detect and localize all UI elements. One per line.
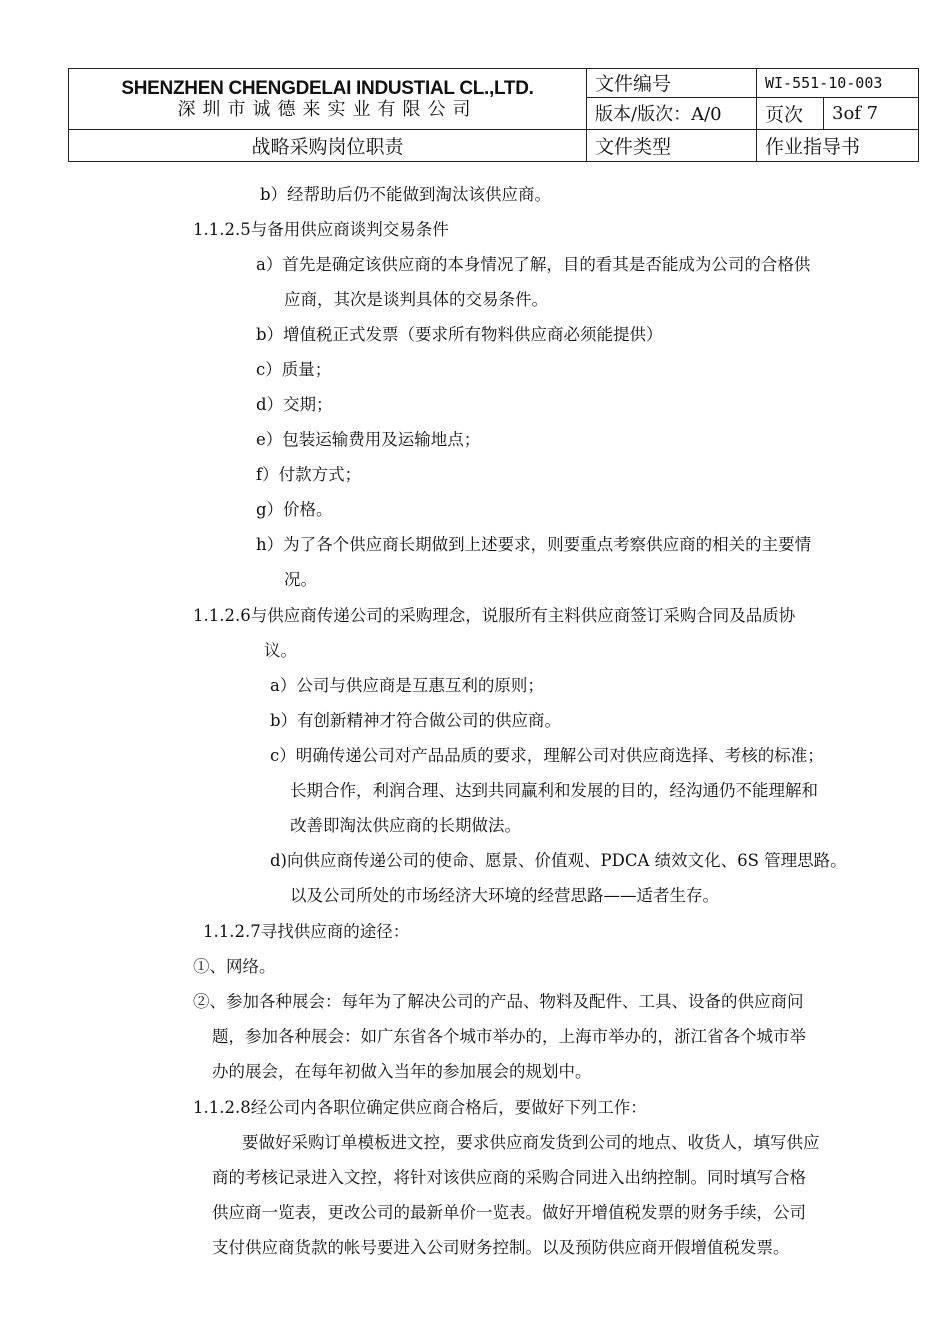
body-line: b）经帮助后仍不能做到淘汰该供应商。 [260, 185, 552, 204]
body-line: d)向供应商传递公司的使命、愿景、价值观、PDCA 绩效文化、6S 管理思路。 [270, 851, 847, 870]
body-line: h）为了各个供应商长期做到上述要求，则要重点考察供应商的相关的主要情 [256, 535, 812, 554]
doc-no-value: WI-551-10-003 [757, 69, 918, 97]
company-name-en: SHENZHEN CHENGDELAI INDUSTIAL CL.,LTD. [121, 78, 534, 100]
body-line: 供应商一览表，更改公司的最新单价一览表。做好开增值税发票的财务手续，公司 [212, 1203, 806, 1222]
body-line: 要做好采购订单模板进文控，要求供应商发货到公司的地点、收货人，填写供应 [242, 1133, 820, 1152]
company-name-cn: 深圳市诚德来实业有限公司 [177, 99, 478, 121]
page-value: 3of 7 [824, 97, 919, 129]
body-line: 改善即淘汰供应商的长期做法。 [290, 816, 521, 835]
body-line: c）明确传递公司对产品品质的要求，理解公司对供应商选择、考核的标准； [270, 746, 824, 765]
section-heading: 1.1.2.5与备用供应商谈判交易条件 [193, 220, 449, 239]
body-line: 以及公司所处的市场经济大环境的经营思路——适者生存。 [290, 886, 719, 905]
body-line: 议。 [264, 641, 297, 660]
company-name-cell [69, 69, 587, 130]
section-heading: 1.1.2.6与供应商传递公司的采购理念，说服所有主料供应商签订采购合同及品质协 [193, 606, 796, 625]
version-label: 版本/版次：A/0 [595, 104, 722, 126]
body-line: 题，参加各种展会：如广东省各个城市举办的，上海市举办的，浙江省各个城市举 [212, 1027, 806, 1046]
doc-type-value: 作业指导书 [757, 130, 919, 162]
doc-labels-cell [587, 69, 757, 130]
body-line: 支付供应商货款的帐号要进入公司财务控制。以及预防供应商开假增值税发票。 [212, 1238, 790, 1257]
body-line: c）质量； [256, 360, 332, 379]
body-line: 况。 [284, 570, 317, 589]
body-line: ②、参加各种展会：每年为了解决公司的产品、物料及配件、工具、设备的供应商问 [193, 992, 804, 1011]
body-line: e）包装运输费用及运输地点； [256, 430, 481, 449]
doc-title: 战略采购岗位职责 [69, 130, 587, 162]
body-line: 办的展会，在每年初做入当年的参加展会的规划中。 [212, 1062, 592, 1081]
body-line: 商的考核记录进入文控，将针对该供应商的采购合同进入出纳控制。同时填写合格 [212, 1168, 806, 1187]
body-line: f）付款方式； [256, 465, 362, 484]
section-heading: 1.1.2.8经公司内各职位确定供应商合格后，要做好下列工作： [193, 1098, 647, 1117]
body-line: b）有创新精神才符合做公司的供应商。 [270, 711, 562, 730]
body-line: 长期合作，利润合理、达到共同赢利和发展的目的，经沟通仍不能理解和 [290, 781, 818, 800]
section-heading: 1.1.2.7寻找供应商的途径： [203, 922, 410, 941]
body-line: ①、网络。 [193, 957, 276, 976]
body-line: g）价格。 [256, 500, 333, 519]
doc-no-label: 文件编号 [587, 69, 756, 97]
document-header [68, 68, 919, 162]
page-label: 页次 [765, 103, 804, 126]
body-line: a）首先是确定该供应商的本身情况了解，目的看其是否能成为公司的合格供 [256, 255, 811, 274]
body-line: d）交期； [256, 395, 333, 414]
body-line: 应商，其次是谈判具体的交易条件。 [284, 290, 548, 309]
doc-type-label: 文件类型 [587, 130, 757, 162]
doc-values-cell [757, 69, 919, 130]
body-line: a）公司与供应商是互惠互利的原则； [270, 676, 544, 695]
body-line: b）增值税正式发票（要求所有物料供应商必须能提供） [256, 325, 663, 344]
